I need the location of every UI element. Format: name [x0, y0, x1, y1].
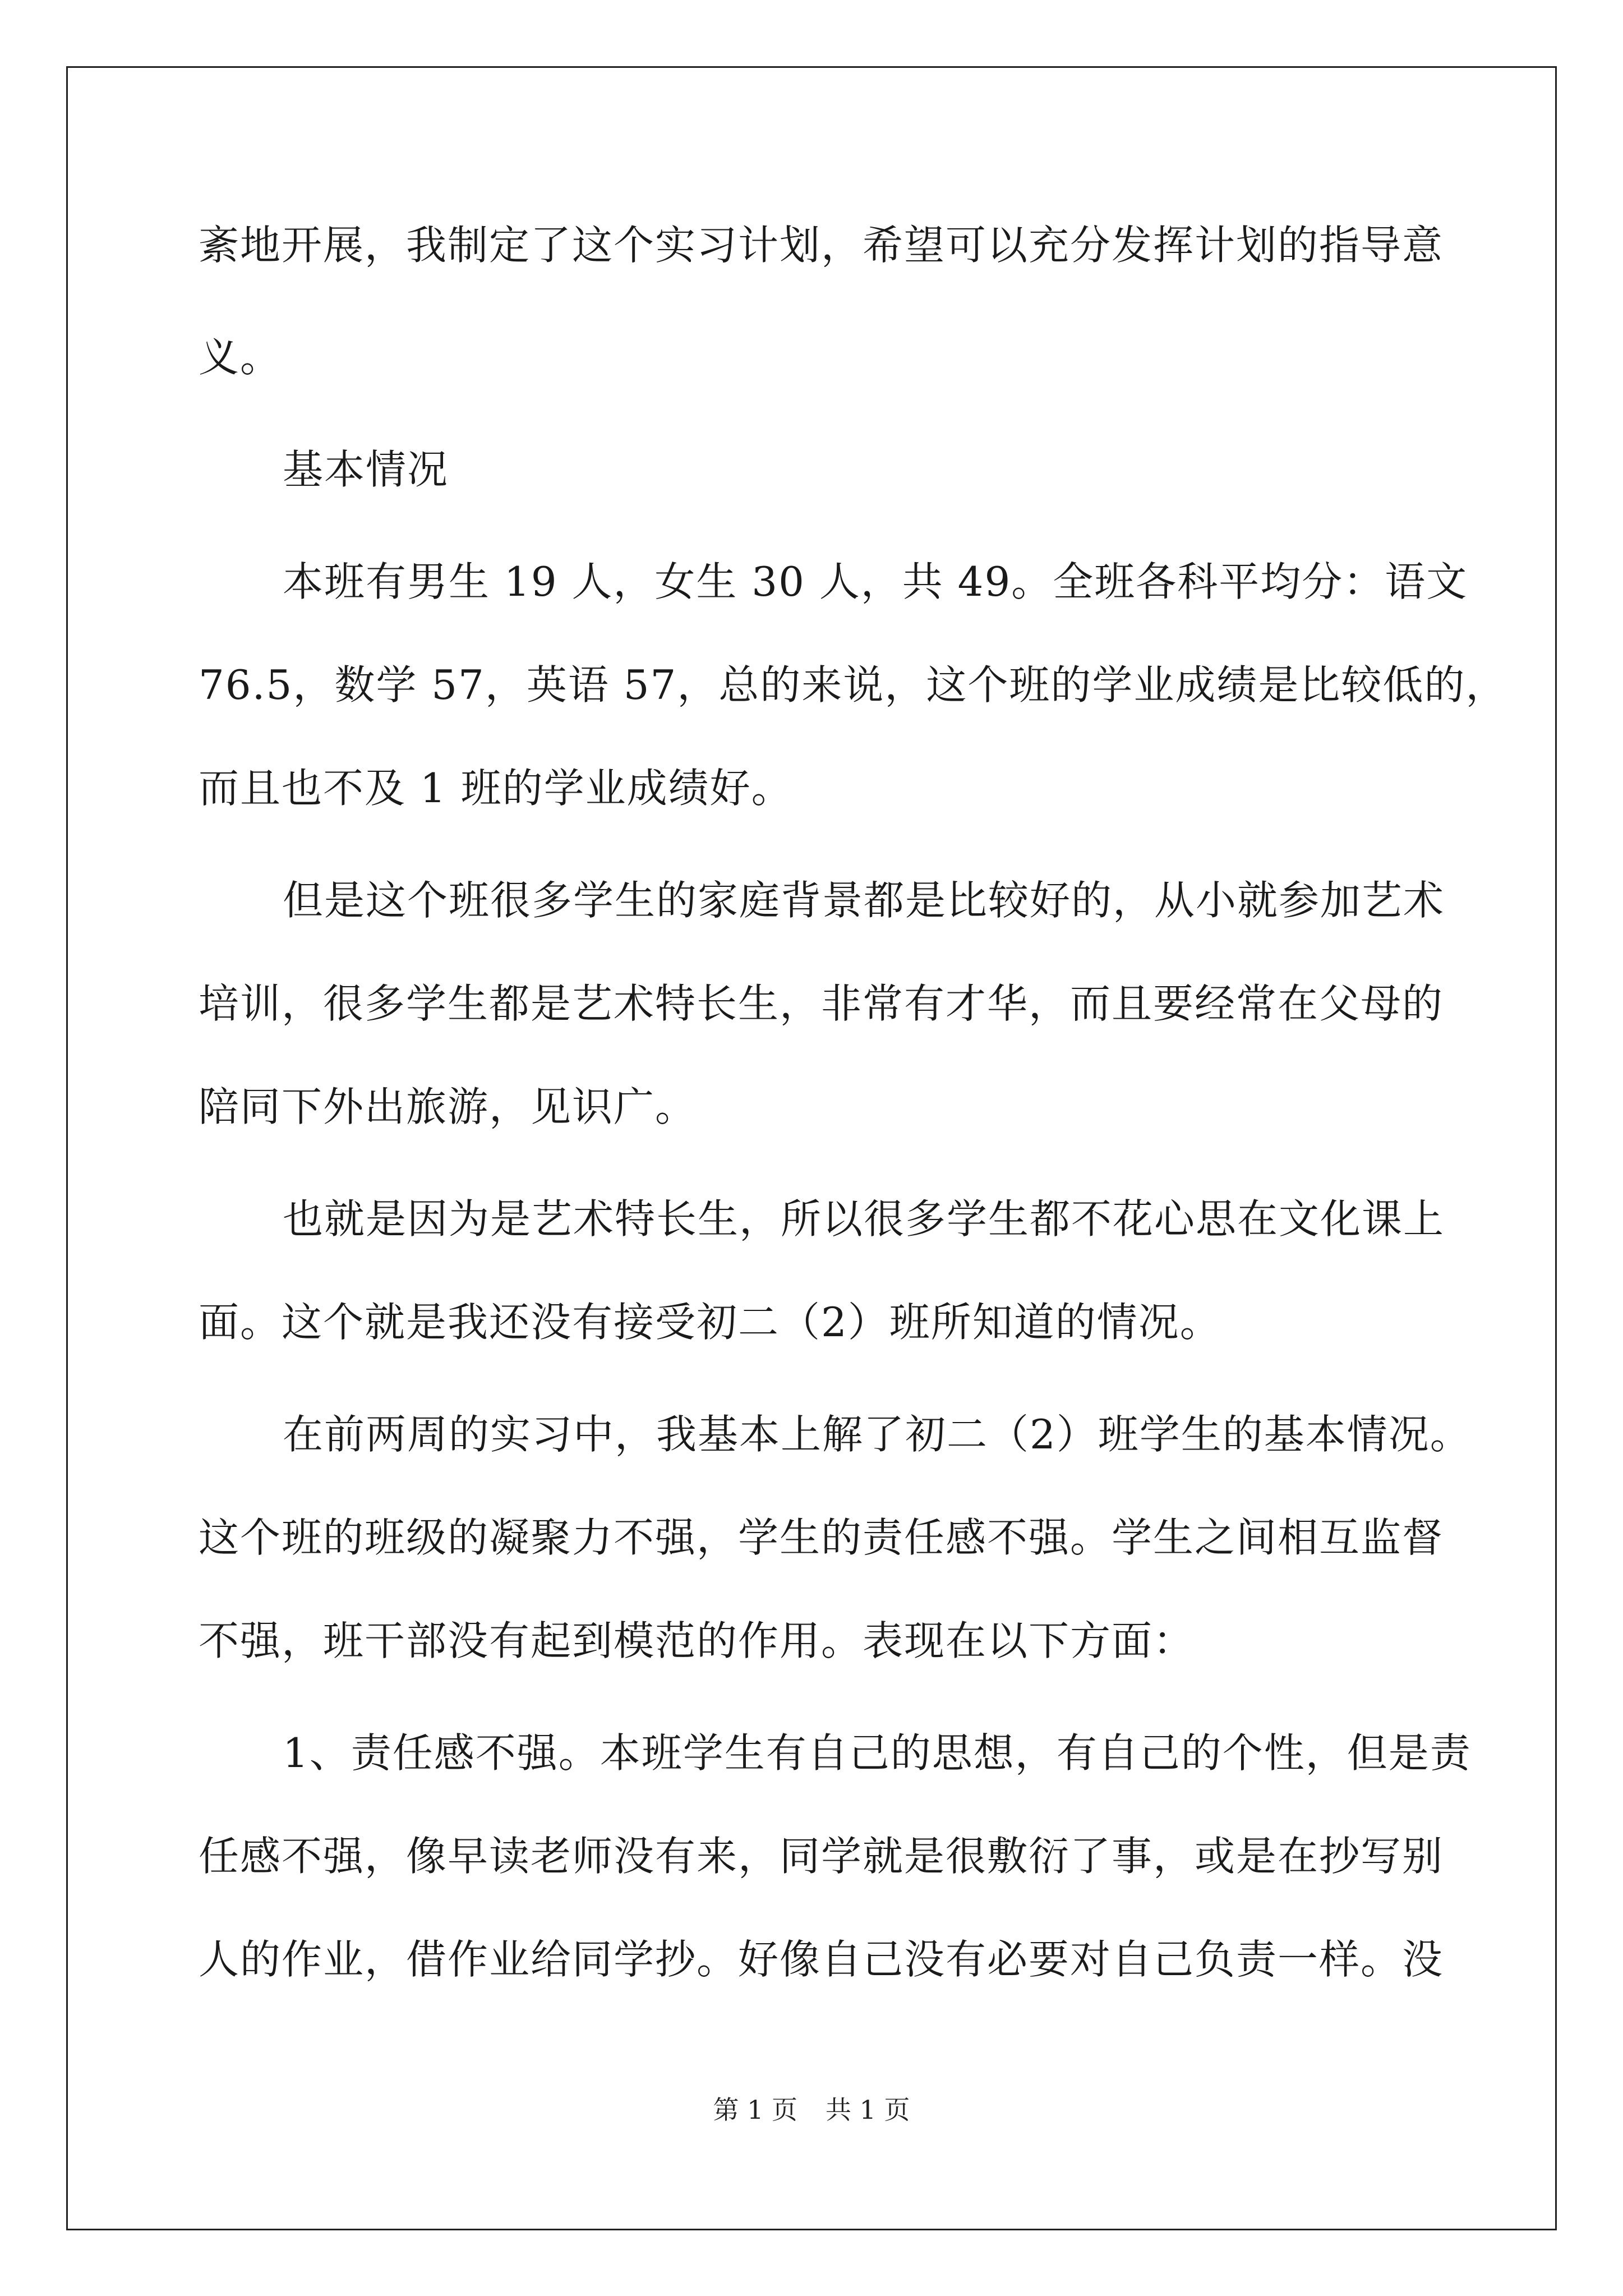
- text-line: 培训，很多学生都是艺术特长生，非常有才华，而且要经常在父母的: [199, 980, 1444, 1027]
- text-line: 紊地开展，我制定了这个实习计划，希望可以充分发挥计划的指导意: [199, 222, 1444, 269]
- text-line: 本班有男生 19 人，女生 30 人，共 49。全班各科平均分：语文: [283, 558, 1468, 605]
- text-line: 但是这个班很多学生的家庭背景都是比较好的，从小就参加艺术: [283, 877, 1445, 924]
- page-number: 第 1 页: [713, 2095, 797, 2125]
- text-line: 也就是因为是艺术特长生，所以很多学生都不花心思在文化课上: [283, 1195, 1445, 1243]
- section-heading: 基本情况: [283, 446, 449, 493]
- text-line: 任感不强，像早读老师没有来，同学就是很敷衍了事，或是在抄写别: [199, 1833, 1444, 1880]
- text-line: 而且也不及 1 班的学业成绩好。: [199, 765, 793, 812]
- text-line: 陪同下外出旅游，见识广。: [199, 1083, 697, 1130]
- text-line: 面。这个就是我还没有接受初二（2）班所知道的情况。: [199, 1299, 1221, 1346]
- page-footer: [0, 2090, 1623, 2127]
- text-line: 不强，班干部没有起到模范的作用。表现在以下方面：: [199, 1617, 1195, 1664]
- page-border: [66, 66, 1557, 2230]
- text-line: 这个班的班级的凝聚力不强，学生的责任感不强。学生之间相互监督: [199, 1514, 1444, 1561]
- text-line: 在前两周的实习中，我基本上解了初二（2）班学生的基本情况。: [283, 1411, 1472, 1458]
- text-line: 1、责任感不强。本班学生有自己的思想，有自己的个性，但是责: [283, 1729, 1472, 1777]
- page-total: 共 1 页: [826, 2095, 910, 2125]
- text-line: 76.5，数学 57，英语 57，总的来说，这个班的学业成绩是比较低的，: [199, 661, 1507, 708]
- text-line: 义。: [199, 334, 282, 381]
- text-line: 人的作业，借作业给同学抄。好像自己没有必要对自己负责一样。没: [199, 1936, 1444, 1983]
